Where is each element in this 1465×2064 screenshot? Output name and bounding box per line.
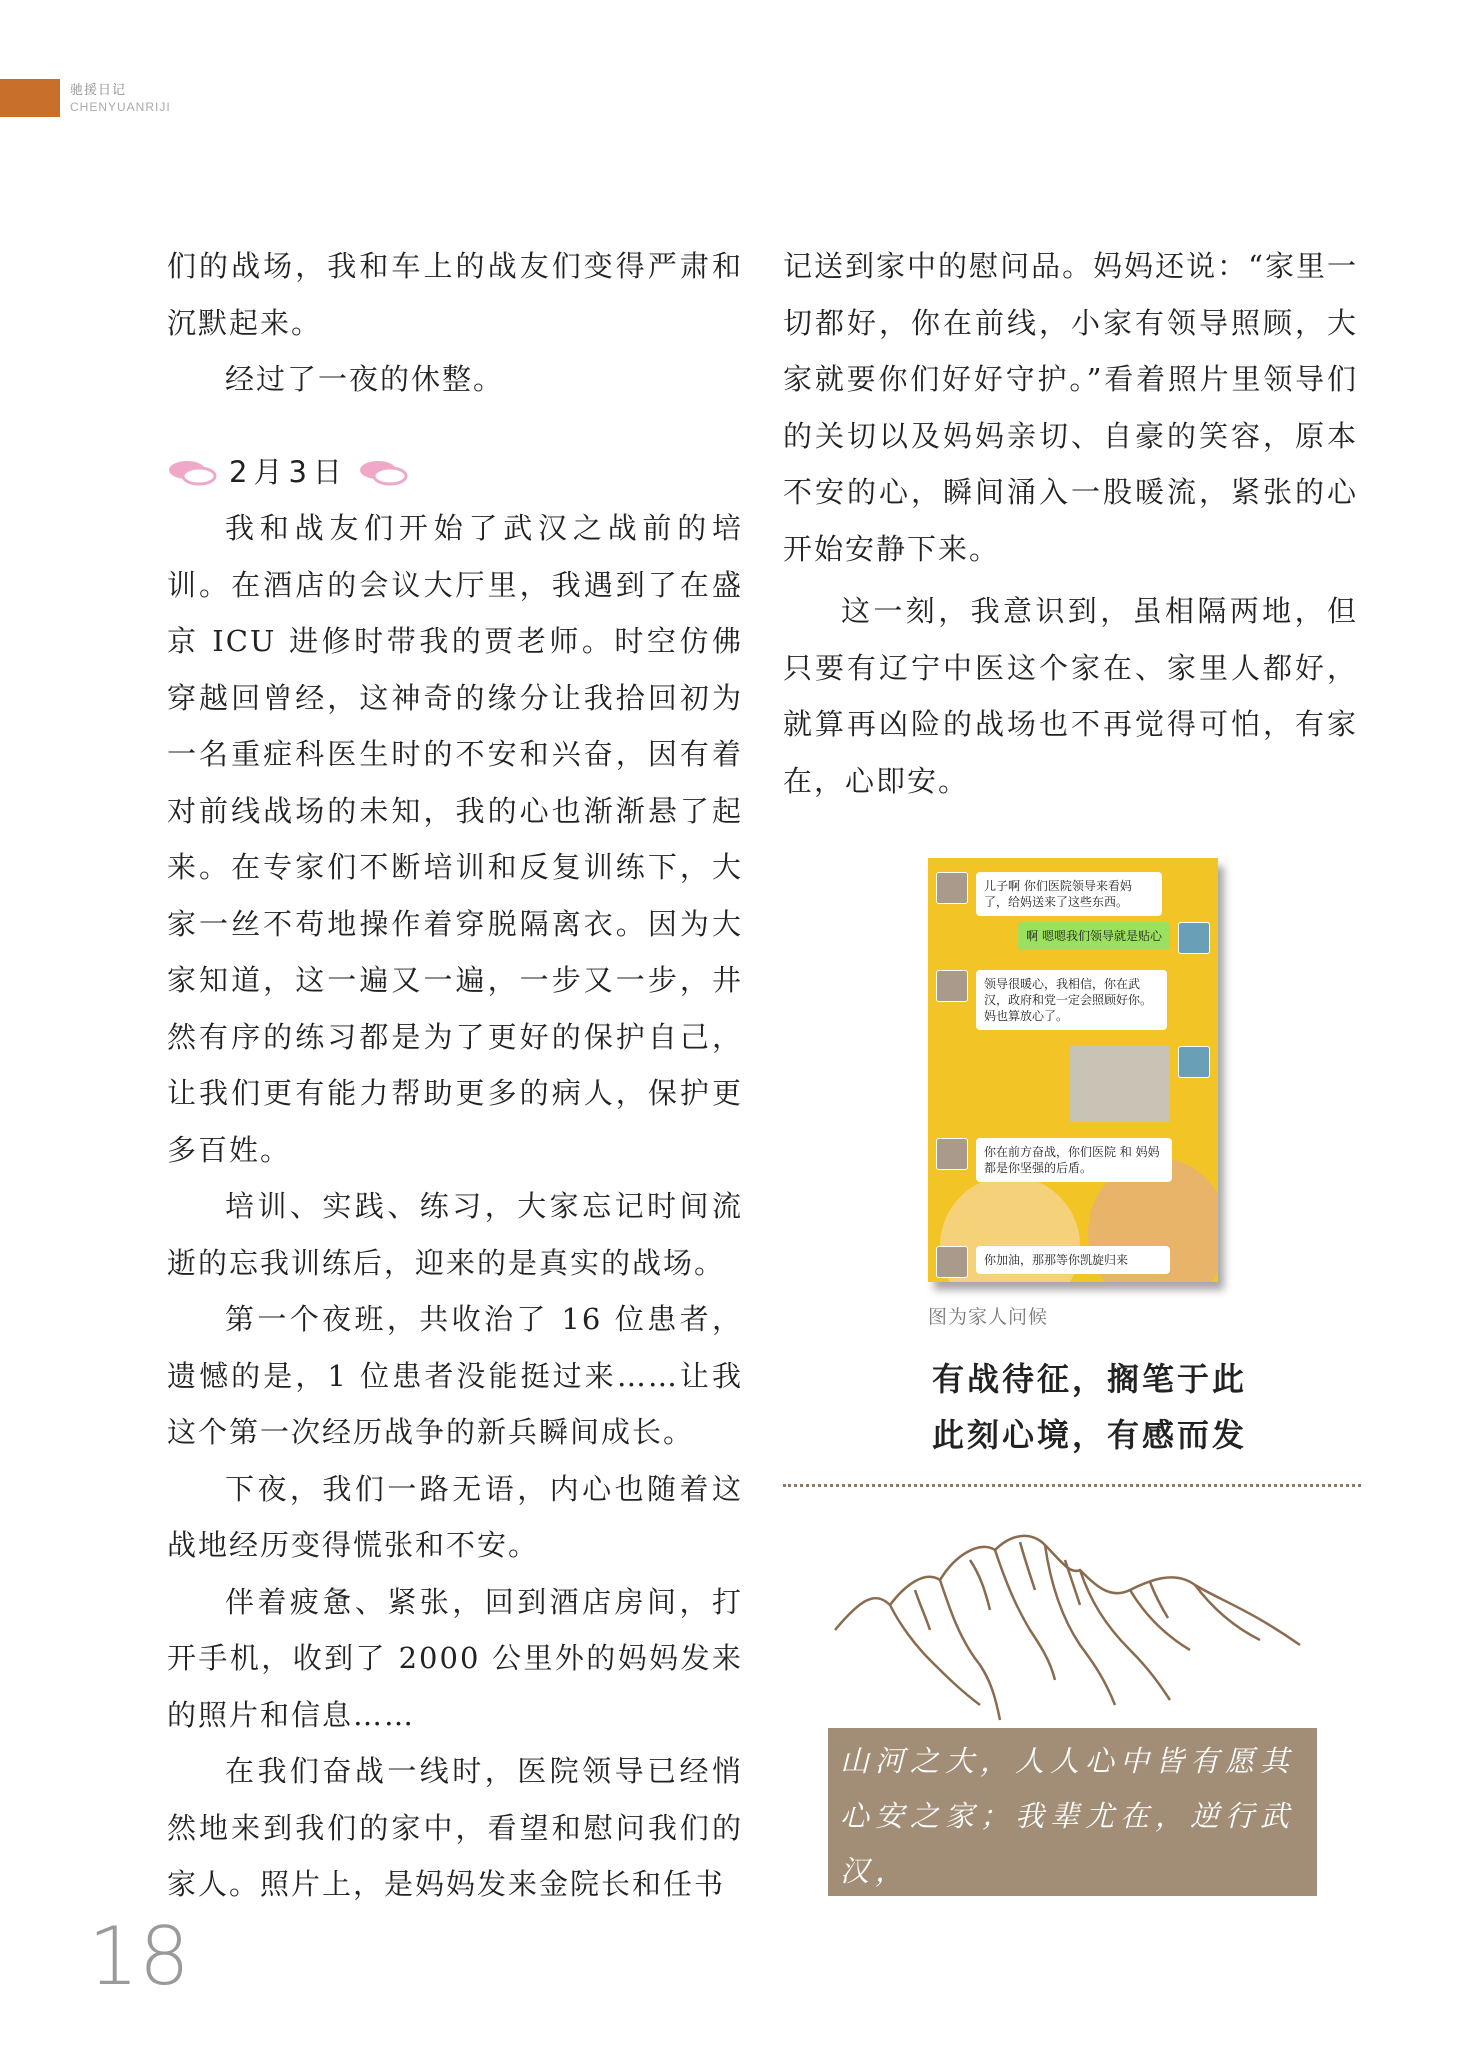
paragraph: 第一个夜班，共收治了 16 位患者，遗憾的是，1 位患者没能挺过来……让我这个第一次经历战争的新兵瞬间成长。 bbox=[167, 1302, 743, 1449]
section-heading: 此刻心境，有感而发 bbox=[932, 1416, 1248, 1454]
photo-caption: 图为家人问候 bbox=[928, 1306, 1049, 1328]
chat-bubble: 儿子啊 你们医院领导来看妈了，给妈送来了这些东西。 bbox=[976, 872, 1162, 916]
poem-line: 向难而战，唯愿天下平安矣。 bbox=[840, 1909, 1296, 1943]
cloud-icon bbox=[358, 454, 410, 490]
date-label: 2月3日 bbox=[229, 454, 348, 489]
paragraph: 培训、实践、练习，大家忘记时间流逝的忘我训练后，迎来的是真实的战场。 bbox=[167, 1189, 743, 1280]
avatar bbox=[936, 1246, 968, 1278]
chat-bubble: 你在前方奋战，你们医院 和 妈妈都是你坚强的后盾。 bbox=[976, 1138, 1172, 1182]
avatar bbox=[1178, 1046, 1210, 1078]
poem-line: 山河之大，人人心中皆有愿其 bbox=[840, 1744, 1296, 1778]
chat-message bbox=[936, 1246, 1170, 1278]
avatar bbox=[936, 1138, 968, 1170]
header-title: 驰援日记 bbox=[70, 83, 127, 98]
poem-box bbox=[828, 1728, 1317, 1943]
chat-bubble: 啊 嗯嗯我们领导就是贴心 bbox=[1018, 922, 1170, 950]
paragraph: 这一刻，我意识到，虽相隔两地，但只要有辽宁中医这个家在、家里人都好，就算再凶险的战场也不再觉得可怕，有家在，心即安。 bbox=[783, 594, 1358, 798]
chat-message bbox=[936, 970, 1167, 1030]
paragraph: 在我们奋战一线时，医院领导已经悄然地来到我们的家中，看望和慰问我们的家人。照片上，是妈妈发来金院长和任书 bbox=[167, 1754, 743, 1901]
chat-screenshot-photo bbox=[928, 858, 1218, 1282]
chat-message bbox=[1070, 1046, 1210, 1122]
header-subtitle: CHENYUANRIJI bbox=[70, 100, 171, 114]
paragraph: 我和战友们开始了武汉之战前的培训。在酒店的会议大厅里，我遇到了在盛京 ICU 进修时带我的贾老师。时空仿佛穿越回曾经，这神奇的缘分让我拾回初为一名重症科医生时的不安和兴奋，因有着对前线战场的未知，我的心也渐渐悬了起来。在专家们不断培训和反复训练下，大家一丝不苟地操作着穿脱隔离衣。因为大家知道，这一遍又一遍，一步又一步，井然有序的练习都是为了更好的保护自己，让我们更有能力帮助更多的病人，保护更多百姓。 bbox=[167, 511, 743, 1167]
poem-line: 心安之家；我辈尤在，逆行武汉， bbox=[840, 1799, 1296, 1888]
date-heading bbox=[167, 444, 743, 501]
paragraph: 们的战场，我和车上的战友们变得严肃和沉默起来。 bbox=[167, 249, 743, 340]
chat-bubble: 你加油，那那等你凯旋归来 bbox=[976, 1246, 1170, 1274]
paragraph: 下夜，我们一路无语，内心也随着这战地经历变得慌张和不安。 bbox=[167, 1471, 743, 1562]
section-heading: 有战待征，搁笔于此 bbox=[932, 1360, 1248, 1398]
dotted-divider bbox=[783, 1484, 1361, 1487]
paragraph: 记送到家中的慰问品。妈妈还说：“家里一切都好，你在前线，小家有领导照顾，大家就要你们好好守护。”看着照片里领导们的关切以及妈妈亲切、自豪的笑容，原本不安的心，瞬间涌入一股暖流，紧张的心开始安静下来。 bbox=[783, 249, 1358, 566]
left-column bbox=[167, 238, 743, 1913]
cloud-icon bbox=[167, 454, 219, 490]
chat-message bbox=[936, 872, 1162, 916]
paragraph: 伴着疲惫、紧张，回到酒店房间，打开手机，收到了 2000 公里外的妈妈发来的照片和信息…… bbox=[167, 1584, 743, 1732]
chat-message bbox=[936, 1138, 1172, 1182]
right-column bbox=[783, 238, 1358, 809]
cat-photo bbox=[1070, 1046, 1170, 1122]
paragraph: 经过了一夜的休整。 bbox=[225, 362, 505, 396]
page-number: 18 bbox=[88, 1910, 190, 2003]
avatar bbox=[936, 970, 968, 1002]
mountain-illustration bbox=[830, 1530, 1310, 1730]
avatar bbox=[936, 872, 968, 904]
header-accent-bar bbox=[0, 79, 60, 117]
avatar bbox=[1178, 922, 1210, 954]
chat-message bbox=[1018, 922, 1210, 954]
chat-bubble: 领导很暖心，我相信，你在武汉，政府和党一定会照顾好你。妈也算放心了。 bbox=[976, 970, 1167, 1030]
